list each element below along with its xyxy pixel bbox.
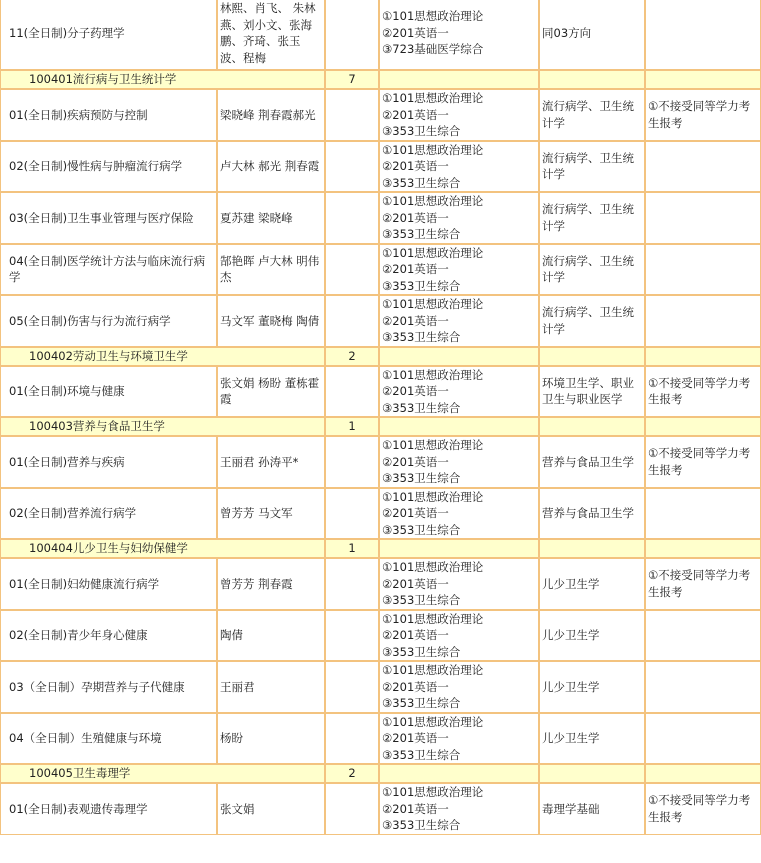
exam-subject: ②201英语一 (382, 262, 449, 276)
remark-cell: ①不接受同等学力考生报考 (645, 89, 761, 141)
exam-subjects-cell (379, 89, 539, 141)
exam-subject: ①101思想政治理论 (382, 785, 484, 799)
exam-subjects-cell (379, 141, 539, 193)
table-row (0, 783, 761, 835)
exam-subject: ①101思想政治理论 (382, 611, 484, 626)
direction-cell: 01(全日制)疾病预防与控制 (0, 89, 217, 141)
exam-subject: ②201英语一 (382, 159, 449, 173)
remark-cell: ①不接受同等学力考生报考 (645, 366, 761, 418)
table-row (0, 295, 761, 347)
empty-cell (645, 764, 761, 783)
table-row (0, 488, 761, 540)
empty-cell (645, 347, 761, 366)
exam-subjects-cell (379, 558, 539, 610)
table-row (0, 244, 761, 296)
exam-subjects-cell (379, 192, 539, 244)
exam-subject: ②201英语一 (382, 679, 449, 694)
enrollment-count: 2 (325, 347, 379, 366)
empty-cell (645, 417, 761, 436)
exam-subject: ③723基础医学综合 (382, 42, 484, 57)
exam-subject: ③353卫生综合 (382, 175, 461, 190)
remark-cell (645, 295, 761, 347)
count-cell (325, 610, 379, 662)
exam-subject: ③353卫生综合 (382, 593, 461, 607)
exam-subject: ①101思想政治理论 (382, 9, 484, 24)
retest-subjects-cell: 儿少卫生学 (539, 713, 645, 765)
remark-cell (645, 192, 761, 244)
major-name: 100404儿少卫生与妇幼保健学 (0, 539, 325, 558)
empty-cell (645, 70, 761, 89)
table-row (0, 0, 761, 70)
empty-cell (379, 70, 539, 89)
exam-subject: ②201英语一 (382, 801, 449, 816)
major-header-row (0, 539, 761, 558)
direction-cell: 02(全日制)营养流行病学 (0, 488, 217, 540)
retest-subjects-cell: 流行病学、卫生统计学 (539, 244, 645, 296)
remark-cell (645, 141, 761, 193)
table-row (0, 436, 761, 488)
retest-subjects-cell: 营养与食品卫生学 (539, 436, 645, 488)
remark-cell (645, 488, 761, 540)
table-row (0, 713, 761, 765)
exam-subjects-cell (379, 661, 539, 713)
retest-subjects-cell: 流行病学、卫生统计学 (539, 141, 645, 193)
exam-subject: ③353卫生综合 (382, 330, 461, 344)
exam-subjects-cell (379, 713, 539, 765)
exam-subject: ①101思想政治理论 (382, 245, 484, 260)
empty-cell (539, 347, 645, 366)
table-row (0, 192, 761, 244)
retest-subjects-cell: 流行病学、卫生统计学 (539, 192, 645, 244)
major-name: 100405卫生毒理学 (0, 764, 325, 783)
enrollment-count: 1 (325, 417, 379, 436)
direction-cell: 02(全日制)慢性病与肿瘤流行病学 (0, 141, 217, 193)
count-cell (325, 713, 379, 765)
empty-cell (379, 417, 539, 436)
exam-subject: ③353卫生综合 (382, 696, 461, 710)
advisors-cell: 马文军 董晓梅 陶倩 (217, 295, 325, 347)
exam-subject: ③353卫生综合 (382, 644, 461, 659)
exam-subjects-cell (379, 0, 539, 70)
enrollment-count: 7 (325, 70, 379, 89)
empty-cell (539, 417, 645, 436)
advisors-cell: 林熙、肖飞、 朱林燕、刘小文、张海鹏、齐琦、张玉波、程梅 (217, 0, 325, 70)
table-row (0, 89, 761, 141)
exam-subject: ①101思想政治理论 (382, 367, 484, 382)
direction-cell: 01(全日制)环境与健康 (0, 366, 217, 418)
exam-subject: ③353卫生综合 (382, 278, 461, 293)
count-cell (325, 366, 379, 418)
exam-subject: ②201英语一 (382, 506, 449, 520)
remark-cell (645, 661, 761, 713)
exam-subject: ①101思想政治理论 (382, 91, 484, 105)
exam-subjects-cell (379, 610, 539, 662)
retest-subjects-cell: 毒理学基础 (539, 783, 645, 835)
advisors-cell: 张文娟 杨盼 董栋霍霞 (217, 366, 325, 418)
advisors-cell: 曾芳芳 马文军 (217, 488, 325, 540)
count-cell (325, 141, 379, 193)
retest-subjects-cell: 流行病学、卫生统计学 (539, 295, 645, 347)
advisors-cell: 梁晓峰 荆春霞郝光 (217, 89, 325, 141)
count-cell (325, 244, 379, 296)
exam-subject: ③353卫生综合 (382, 227, 461, 241)
major-name: 100401流行病与卫生统计学 (0, 70, 325, 89)
exam-subject: ①101思想政治理论 (382, 297, 484, 311)
exam-subject: ③353卫生综合 (382, 818, 461, 832)
remark-cell (645, 244, 761, 296)
empty-cell (379, 764, 539, 783)
advisors-cell: 卢大林 郝光 荆春霞 (217, 141, 325, 193)
direction-cell: 03（全日制）孕期营养与子代健康 (0, 661, 217, 713)
advisors-cell: 曾芳芳 荆春霞 (217, 558, 325, 610)
exam-subject: ①101思想政治理论 (382, 142, 484, 157)
exam-subject: ③353卫生综合 (382, 400, 461, 415)
exam-subject: ①101思想政治理论 (382, 560, 484, 574)
exam-subject: ②201英语一 (382, 628, 449, 642)
exam-subject: ②201英语一 (382, 454, 449, 469)
exam-subjects-cell (379, 244, 539, 296)
count-cell (325, 436, 379, 488)
enrollment-count: 2 (325, 764, 379, 783)
count-cell (325, 488, 379, 540)
exam-subjects-cell (379, 366, 539, 418)
major-header-row (0, 347, 761, 366)
exam-subject: ①101思想政治理论 (382, 714, 484, 729)
major-name: 100403营养与食品卫生学 (0, 417, 325, 436)
advisors-cell: 王丽君 (217, 661, 325, 713)
major-name: 100402劳动卫生与环境卫生学 (0, 347, 325, 366)
exam-subject: ③353卫生综合 (382, 471, 461, 485)
advisors-cell: 陶倩 (217, 610, 325, 662)
direction-cell: 04(全日制)医学统计方法与临床流行病学 (0, 244, 217, 296)
exam-subjects-cell (379, 295, 539, 347)
count-cell (325, 783, 379, 835)
count-cell (325, 0, 379, 70)
table-row (0, 610, 761, 662)
exam-subject: ②201英语一 (382, 313, 449, 328)
exam-subject: ③353卫生综合 (382, 124, 461, 138)
count-cell (325, 295, 379, 347)
advisors-cell: 杨盼 (217, 713, 325, 765)
exam-subject: ②201英语一 (382, 107, 449, 122)
exam-subject: ②201英语一 (382, 384, 449, 398)
major-header-row (0, 70, 761, 89)
advisors-cell: 郜艳晖 卢大林 明伟杰 (217, 244, 325, 296)
advisors-cell: 夏苏建 梁晓峰 (217, 192, 325, 244)
advisors-cell: 王丽君 孙涛平* (217, 436, 325, 488)
remark-cell (645, 0, 761, 70)
exam-subjects-cell (379, 436, 539, 488)
major-header-row (0, 764, 761, 783)
advisors-cell: 张文娟 (217, 783, 325, 835)
remark-cell: ①不接受同等学力考生报考 (645, 783, 761, 835)
table-row (0, 558, 761, 610)
direction-cell: 05(全日制)伤害与行为流行病学 (0, 295, 217, 347)
direction-cell: 01(全日制)表观遗传毒理学 (0, 783, 217, 835)
exam-subject: ③353卫生综合 (382, 747, 461, 762)
exam-subject: ①101思想政治理论 (382, 663, 484, 677)
empty-cell (539, 70, 645, 89)
direction-cell: 01(全日制)营养与疾病 (0, 436, 217, 488)
retest-subjects-cell: 儿少卫生学 (539, 610, 645, 662)
table-row (0, 661, 761, 713)
empty-cell (539, 539, 645, 558)
exam-subject: ②201英语一 (382, 731, 449, 745)
retest-subjects-cell: 营养与食品卫生学 (539, 488, 645, 540)
retest-subjects-cell: 同03方向 (539, 0, 645, 70)
count-cell (325, 558, 379, 610)
direction-cell: 04（全日制）生殖健康与环境 (0, 713, 217, 765)
direction-cell: 03(全日制)卫生事业管理与医疗保险 (0, 192, 217, 244)
major-header-row (0, 417, 761, 436)
exam-subjects-cell (379, 488, 539, 540)
exam-subject: ①101思想政治理论 (382, 194, 484, 208)
exam-subject: ③353卫生综合 (382, 522, 461, 537)
remark-cell: ①不接受同等学力考生报考 (645, 436, 761, 488)
exam-subject: ②201英语一 (382, 210, 449, 225)
retest-subjects-cell: 环境卫生学、职业卫生与职业医学 (539, 366, 645, 418)
direction-cell: 11(全日制)分子药理学 (0, 0, 217, 70)
empty-cell (645, 539, 761, 558)
empty-cell (539, 764, 645, 783)
count-cell (325, 661, 379, 713)
exam-subject: ②201英语一 (382, 25, 449, 40)
empty-cell (379, 347, 539, 366)
count-cell (325, 89, 379, 141)
exam-subjects-cell (379, 783, 539, 835)
retest-subjects-cell: 儿少卫生学 (539, 661, 645, 713)
exam-subject: ①101思想政治理论 (382, 438, 484, 452)
retest-subjects-cell: 儿少卫生学 (539, 558, 645, 610)
retest-subjects-cell: 流行病学、卫生统计学 (539, 89, 645, 141)
enrollment-count: 1 (325, 539, 379, 558)
table-row (0, 141, 761, 193)
count-cell (325, 192, 379, 244)
direction-cell: 02(全日制)青少年身心健康 (0, 610, 217, 662)
remark-cell (645, 610, 761, 662)
table-row (0, 366, 761, 418)
empty-cell (379, 539, 539, 558)
direction-cell: 01(全日制)妇幼健康流行病学 (0, 558, 217, 610)
exam-subject: ②201英语一 (382, 576, 449, 591)
remark-cell: ①不接受同等学力考生报考 (645, 558, 761, 610)
exam-subject: ①101思想政治理论 (382, 489, 484, 504)
remark-cell (645, 713, 761, 765)
